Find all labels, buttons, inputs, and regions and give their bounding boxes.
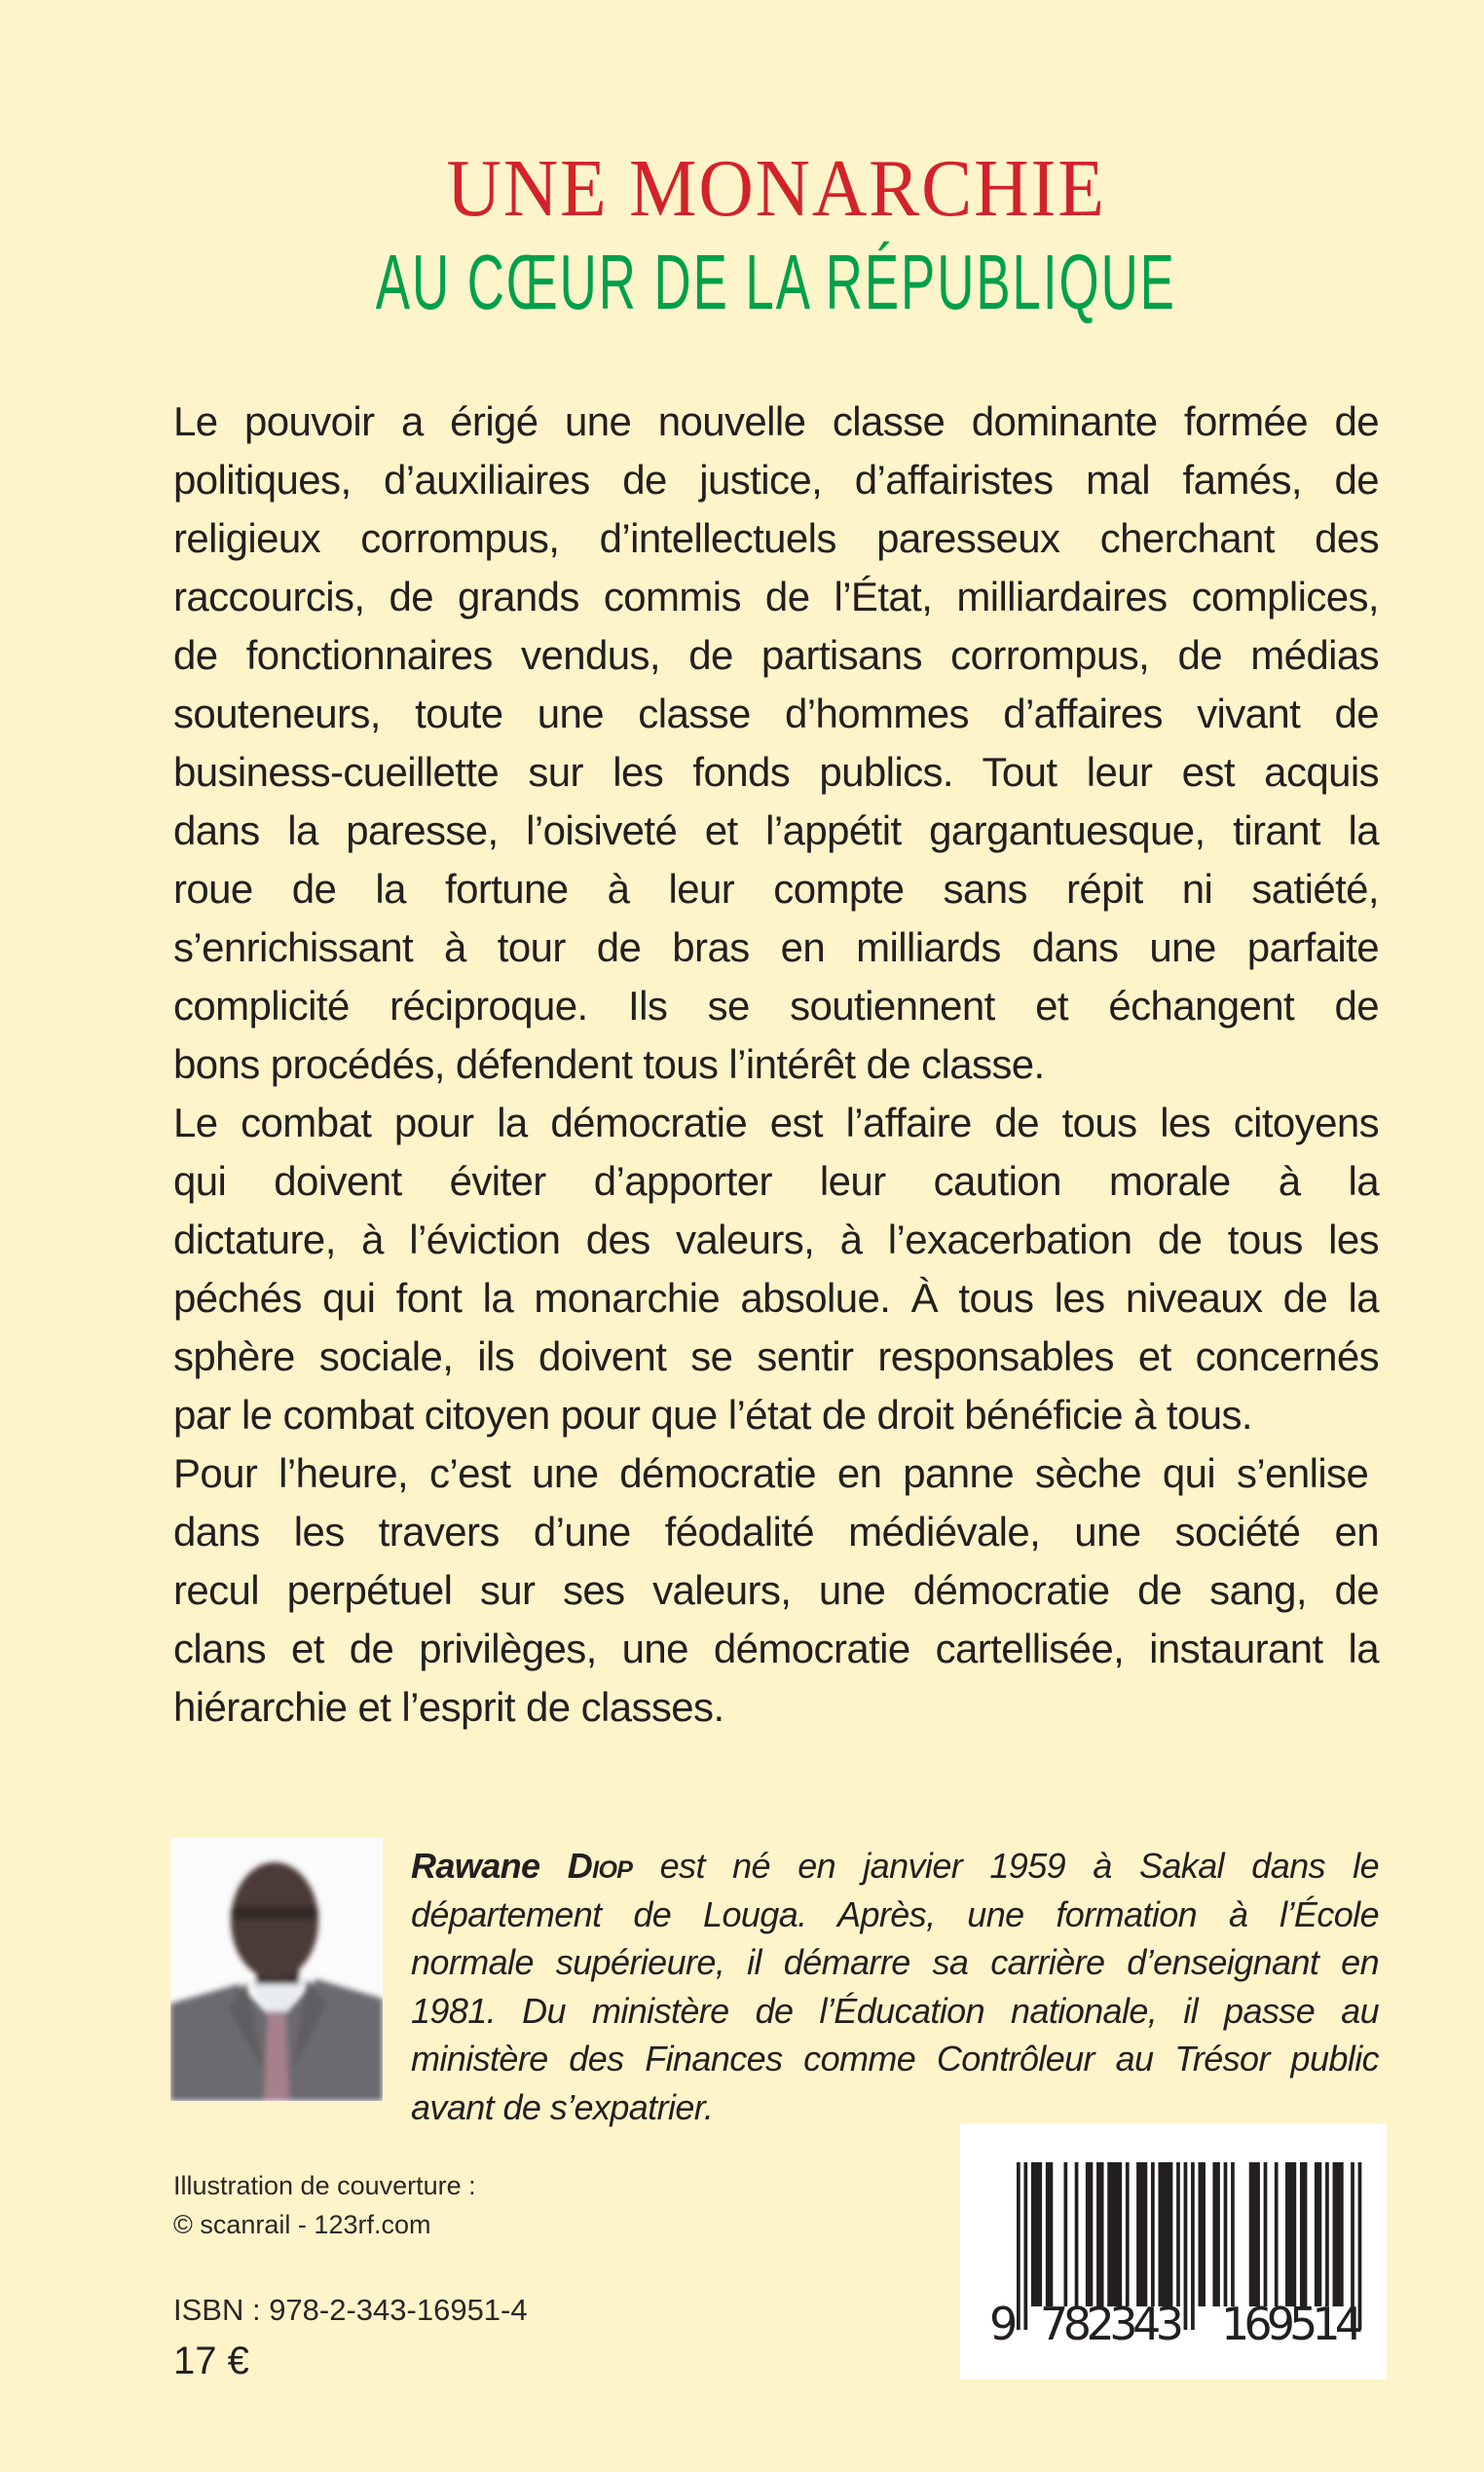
- blurb-line-text: péchés qui font la monarchie absolue. À tous les niveaux de la: [173, 1275, 1379, 1321]
- blurb-line-text: dictature, à l’éviction des valeurs, à l’exacerbation de tous les: [173, 1217, 1379, 1262]
- back-cover-blurb: [173, 393, 1379, 1737]
- barcode-bar: [1184, 2162, 1188, 2330]
- blurb-line-text: complicité réciproque. Ils se soutiennent et échangent de: [173, 983, 1379, 1029]
- author-name: [411, 1846, 632, 1886]
- author-first-name: Rawane: [411, 1846, 540, 1886]
- barcode-bar: [1046, 2162, 1053, 2306]
- barcode-right-digits: 169514: [1221, 2298, 1363, 2350]
- blurb-line: [173, 977, 1379, 1035]
- barcode: [960, 2123, 1387, 2379]
- blurb-line-text: recul perpétuel sur ses valeurs, une démocratie de sang, de: [173, 1567, 1379, 1613]
- blurb-line-text: s’enrichissant à tour de bras en milliards dans une parfaite: [173, 924, 1379, 970]
- author-bio-text: normale supérieure, il démarre sa carrière d’enseignant en: [411, 1942, 1379, 1982]
- blurb-line-text: clans et de privilèges, une démocratie cartellisée, instaurant la: [173, 1626, 1379, 1671]
- blurb-line-text: hiérarchie et l’esprit de classes.: [173, 1684, 724, 1730]
- blurb-line-text: bons procédés, défendent tous l’intérêt de classe.: [173, 1041, 1045, 1087]
- author-photo: [170, 1838, 383, 2101]
- blurb-line: [173, 1328, 1379, 1386]
- barcode-bar: [1096, 2162, 1103, 2306]
- blurb-line-text: Pour l’heure, c’est une démocratie en panne sèche qui s’enlise: [173, 1450, 1369, 1496]
- blurb-line: [173, 1035, 1379, 1094]
- barcode-bar: [1212, 2162, 1219, 2306]
- blurb-line-text: religieux corrompus, d’intellectuels paresseux cherchant des: [173, 515, 1379, 561]
- blurb-line: [173, 1620, 1379, 1678]
- barcode-bar: [1275, 2162, 1279, 2306]
- author-bio-text: est né en janvier 1959 à Sakal dans le: [659, 1846, 1379, 1886]
- blurb-line-text: souteneurs, toute une classe d’hommes d’affaires vivant de: [173, 691, 1379, 736]
- author-bio-line: [411, 2035, 1379, 2083]
- blurb-line-text: dans les travers d’une féodalité médiévale, une société en: [173, 1509, 1379, 1554]
- blurb-line-text: de fonctionnaires vendus, de partisans corrompus, de médias: [173, 632, 1379, 678]
- blurb-line: [173, 1561, 1379, 1620]
- author-bio-text: département de Louga. Après, une formation à l’École: [411, 1893, 1379, 1934]
- author-bio-line: [411, 1987, 1379, 2036]
- blurb-line-text: sphère sociale, ils doivent se sentir responsables et concernés: [173, 1333, 1379, 1379]
- cover-credits: [173, 2166, 476, 2244]
- barcode-bar: [1249, 2162, 1260, 2306]
- barcode-bar: [1224, 2162, 1228, 2306]
- blurb-line: [173, 1269, 1379, 1328]
- author-bio: [411, 1842, 1379, 2131]
- blurb-line-text: raccourcis, de grands commis de l’État, milliardaires complices,: [173, 574, 1379, 619]
- author-bio-text: avant de s’expatrier.: [411, 2086, 714, 2127]
- book-title: [55, 143, 1434, 234]
- blurb-line-text: politiques, d’auxiliaires de justice, d’affairistes mal famés, de: [173, 457, 1379, 503]
- barcode-bar: [1231, 2162, 1235, 2306]
- blurb-line-text: Le pouvoir a érigé une nouvelle classe dominante formée de: [173, 398, 1379, 444]
- barcode-bar: [1136, 2162, 1147, 2306]
- barcode-bar: [1107, 2162, 1122, 2306]
- author-bio-text: 1981. Du ministère de l’Éducation nationale, il passe au: [411, 1990, 1379, 2031]
- book-title-text: UNE MONARCHIE: [446, 143, 1106, 234]
- barcode-bar: [1315, 2162, 1321, 2306]
- author-bio-line: [411, 1842, 1379, 1891]
- book-subtitle-text: AU CŒUR DE LA RÉPUBLIQUE: [375, 239, 1177, 325]
- barcode-bar: [1191, 2162, 1195, 2330]
- barcode-bar: [1031, 2162, 1042, 2306]
- blurb-line-text: Le combat pour la démocratie est l’affaire de tous les citoyens: [173, 1100, 1379, 1145]
- blurb-line: [173, 568, 1379, 626]
- blurb-line: [173, 743, 1379, 802]
- blurb-line: [173, 1386, 1379, 1444]
- author-portrait-icon: [170, 1838, 383, 2101]
- barcode-bar: [1075, 2162, 1079, 2306]
- barcode-bar: [1086, 2162, 1093, 2306]
- blurb-line-text: dans la paresse, l’oisiveté et l’appétit gargantuesque, tirant la: [173, 807, 1379, 853]
- blurb-line: [173, 509, 1379, 568]
- blurb-line: [173, 685, 1379, 743]
- barcode-bar: [1264, 2162, 1268, 2306]
- blurb-line: [173, 802, 1379, 860]
- isbn: ISBN : 978-2-343-16951-4: [173, 2293, 528, 2327]
- author-last-name: Diop: [567, 1846, 633, 1886]
- blurb-line: [173, 393, 1379, 451]
- blurb-line-text: roue de la fortune à leur compte sans répit ni satiété,: [173, 866, 1379, 912]
- barcode-left-digits: 782343: [1040, 2298, 1184, 2350]
- barcode-bar: [1126, 2162, 1130, 2306]
- barcode-first-digit: 9: [989, 2298, 1019, 2350]
- blurb-line: [173, 860, 1379, 918]
- barcode-bar: [1300, 2162, 1307, 2306]
- blurb-line-text: qui doivent éviter d’apporter leur caution morale à la: [173, 1158, 1379, 1204]
- blurb-line: [173, 1211, 1379, 1269]
- blurb-line: [173, 1678, 1379, 1737]
- blurb-line: [173, 451, 1379, 509]
- author-bio-line: [411, 1891, 1379, 1939]
- barcode-bar: [1063, 2162, 1067, 2306]
- barcode-icon: [960, 2123, 1387, 2379]
- illustration-credit-source: © scanrail - 123rf.com: [173, 2210, 431, 2239]
- barcode-bar: [1199, 2162, 1206, 2306]
- blurb-line-text: par le combat citoyen pour que l’état de droit bénéficie à tous.: [173, 1392, 1252, 1438]
- barcode-bar: [1158, 2162, 1172, 2306]
- author-bio-text: ministère des Finances comme Contrôleur au Trésor public: [411, 2039, 1379, 2079]
- barcode-bar: [1023, 2162, 1027, 2330]
- book-subtitle: [0, 239, 1484, 325]
- blurb-line: [173, 1094, 1379, 1152]
- blurb-line: [173, 1503, 1379, 1561]
- blurb-line-text: business-cueillette sur les fonds publics. Tout leur est acquis: [173, 749, 1379, 795]
- blurb-line: [173, 626, 1379, 685]
- author-bio-line: [411, 1938, 1379, 1987]
- barcode-bar: [1325, 2162, 1329, 2306]
- price: 17 €: [173, 2340, 249, 2382]
- barcode-bar: [1333, 2162, 1344, 2306]
- barcode-bar: [1285, 2162, 1296, 2306]
- barcode-bar: [1176, 2162, 1180, 2306]
- blurb-line: [173, 1444, 1379, 1503]
- barcode-bar: [1151, 2162, 1155, 2306]
- blurb-line: [173, 918, 1379, 977]
- blurb-line: [173, 1152, 1379, 1211]
- illustration-credit-label: Illustration de couverture :: [173, 2171, 476, 2200]
